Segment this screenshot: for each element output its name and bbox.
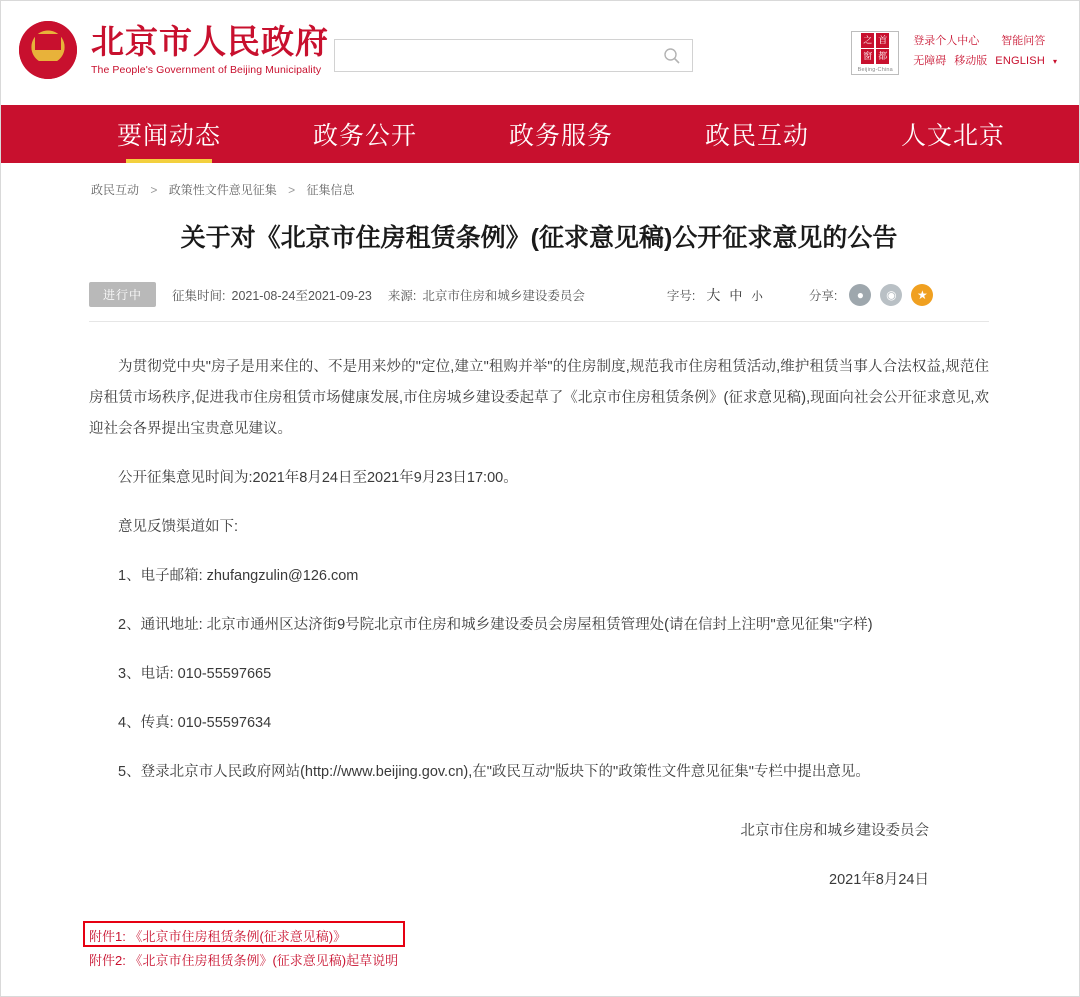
article-paragraph-3: 1、电子邮箱: zhufangzulin@126.com: [118, 568, 359, 584]
mobile-version-link[interactable]: 移动版: [954, 55, 988, 67]
article-meta-bar: [89, 282, 989, 321]
article-paragraph-5: 3、电话: 010-55597665: [118, 666, 272, 682]
header-right: [851, 31, 1057, 75]
site-logo[interactable]: [19, 21, 329, 79]
favorite-icon[interactable]: ★: [911, 284, 933, 306]
font-size-medium-button[interactable]: 中: [729, 287, 743, 303]
weibo-icon[interactable]: ◉: [880, 284, 902, 306]
wechat-icon[interactable]: ●: [849, 284, 871, 306]
attachment-2-link[interactable]: 《北京市住房租赁条例》(征求意见稿)起草说明: [129, 953, 399, 968]
attachments-list: [89, 925, 419, 973]
logo-title-en: The People's Government of Beijing Municipality: [91, 64, 322, 76]
login-personal-center-link[interactable]: 登录个人中心: [913, 35, 980, 47]
nav-item-zhengminhudong[interactable]: 政民互动: [704, 122, 809, 150]
logo-text: [91, 24, 329, 76]
first-window-cell-1: 之: [861, 33, 874, 48]
breadcrumb: [89, 163, 989, 198]
search-input[interactable]: [335, 40, 665, 71]
article-body: [89, 322, 989, 896]
status-badge: 进行中: [89, 282, 156, 307]
breadcrumb-separator-0: >: [150, 183, 158, 197]
article-paragraph-2: 意见反馈渠道如下:: [118, 519, 239, 535]
share-label: 分享:: [808, 288, 838, 303]
share-controls: [809, 284, 933, 306]
breadcrumb-item-0[interactable]: 政民互动: [91, 183, 140, 197]
chevron-down-icon: ▾: [1052, 57, 1057, 66]
article-paragraph-0: 为贯彻党中央"房子是用来住的、不是用来炒的"定位,建立"租购并举"的住房制度,规范我市住房租赁活动,维护租赁当事人合法权益,规范住房租赁市场秩序,促进我市住房租赁市场健康发展,市住房城乡建设委起草了《北京市住房租赁条例》(征求意见稿),现面向社会公开征求意见,欢迎社会各界提出宝贵意见建议。: [89, 359, 989, 437]
first-window-cell-4: 都: [876, 49, 889, 64]
first-window-cell-3: 窗: [861, 49, 874, 64]
first-window-badge[interactable]: [851, 31, 899, 75]
article-paragraph-6: 4、传真: 010-55597634: [118, 715, 272, 731]
list-item[interactable]: [89, 925, 419, 949]
font-size-label: 字号:: [666, 288, 696, 303]
english-link[interactable]: ENGLISH: [995, 55, 1045, 67]
article-signature-block: [89, 816, 989, 896]
list-item[interactable]: [89, 949, 419, 973]
nav-item-zhengwugongkai[interactable]: 政务公开: [312, 122, 417, 150]
breadcrumb-separator-1: >: [288, 183, 296, 197]
signature-date: 2021年8月24日: [829, 872, 929, 888]
nav-item-renwenbeijing[interactable]: 人文北京: [900, 122, 1005, 150]
search-icon[interactable]: [662, 45, 684, 67]
main-nav: [1, 105, 1079, 163]
article-paragraph-7: 5、登录北京市人民政府网站(http://www.beijing.gov.cn),在"政民互动"版块下的"政策性文件意见征集"专栏中提出意见。: [118, 764, 870, 780]
smart-qa-link[interactable]: 智能问答: [1001, 35, 1046, 47]
font-size-large-button[interactable]: 大: [706, 286, 721, 303]
font-size-controls: [667, 285, 763, 305]
collect-time-label: 征集时间:: [172, 288, 226, 303]
attachment-1-link[interactable]: 《北京市住房租赁条例(征求意见稿)》: [129, 929, 347, 944]
site-header: [1, 1, 1079, 105]
search-box[interactable]: [334, 39, 693, 72]
collect-time-value: 2021-08-24至2021-09-23: [231, 288, 372, 303]
first-window-cell-2: 首: [876, 33, 889, 48]
attachment-2-prefix: 附件2:: [89, 953, 126, 968]
page-title: 关于对《北京市住房租赁条例》(征求意见稿)公开征求意见的公告: [180, 224, 898, 252]
source-label: 来源:: [387, 288, 417, 303]
logo-title-cn: 北京市人民政府: [91, 23, 329, 60]
beijing-emblem-icon: [19, 21, 77, 79]
article-paragraph-4: 2、通讯地址: 北京市通州区达济街9号院北京市住房和城乡建设委员会房屋租赁管理处(请在信封上注明"意见征集"字样): [118, 617, 873, 633]
signature-organization: 北京市住房和城乡建设委员会: [740, 823, 929, 839]
first-window-caption: Beijing-China: [857, 67, 893, 73]
accessibility-link[interactable]: 无障碍: [913, 55, 947, 67]
font-size-small-button[interactable]: 小: [751, 290, 763, 303]
attachment-1-prefix: 附件1:: [89, 929, 126, 944]
nav-item-yaowen[interactable]: 要闻动态: [71, 105, 267, 163]
breadcrumb-item-2[interactable]: 征集信息: [306, 183, 355, 197]
source-value: 北京市住房和城乡建设委员会: [422, 288, 585, 303]
article-paragraph-1: 公开征集意见时间为:2021年8月24日至2021年9月23日17:00。: [118, 470, 518, 486]
nav-item-zhengwufuwu[interactable]: 政务服务: [508, 122, 613, 150]
header-links: [913, 31, 1057, 72]
content-area: [1, 163, 1079, 896]
breadcrumb-item-1[interactable]: 政策性文件意见征集: [168, 183, 277, 197]
